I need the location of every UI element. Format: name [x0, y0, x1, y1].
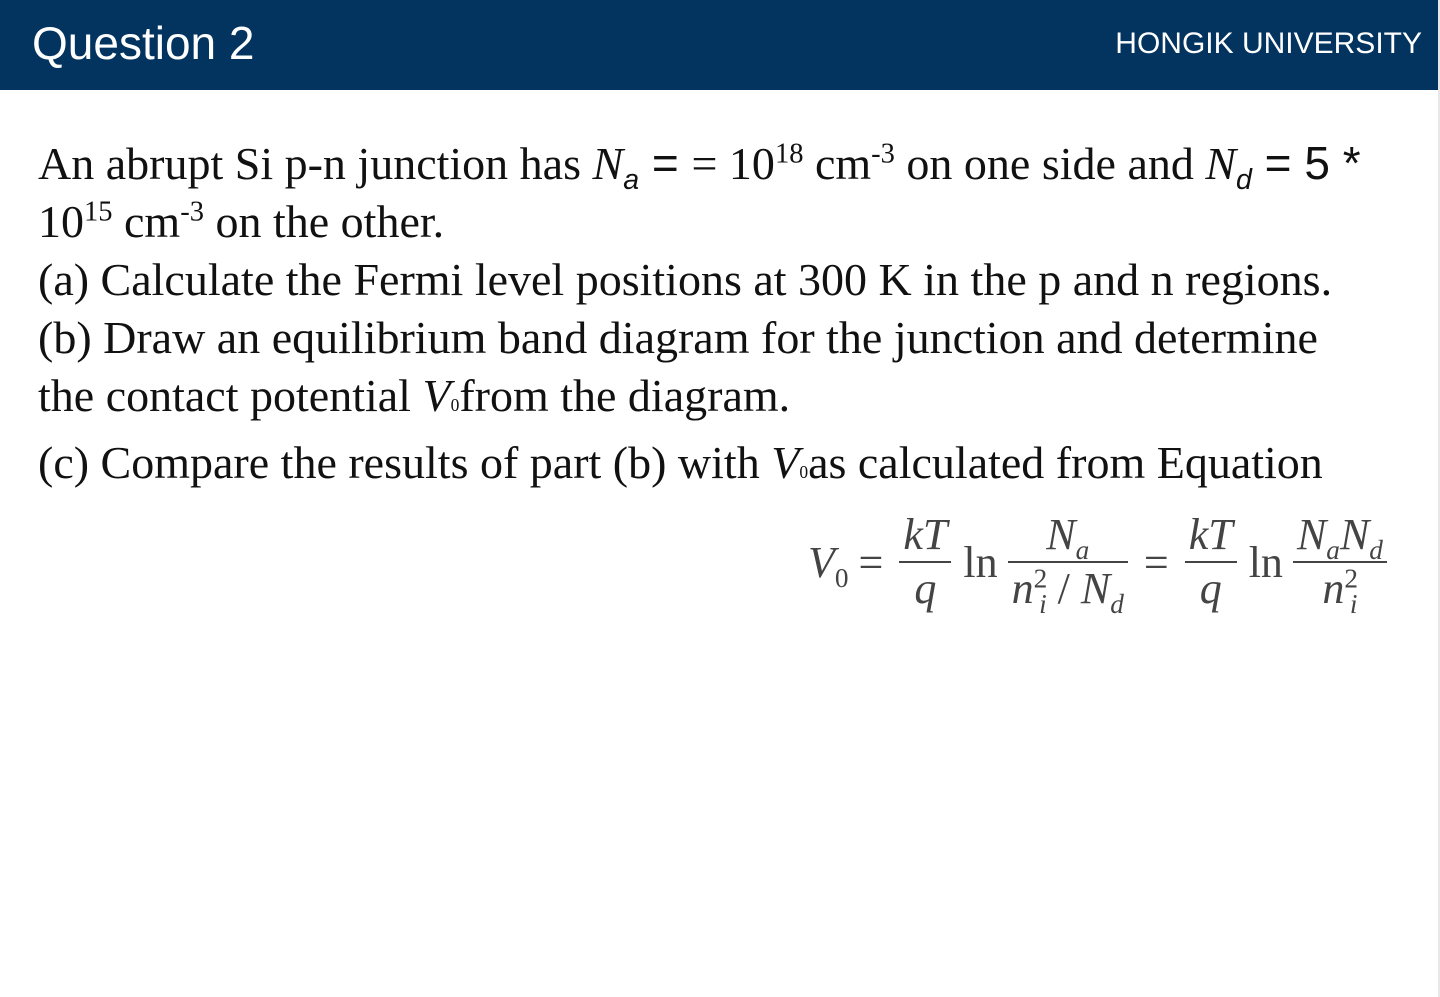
text-equation: as calculated from Equation	[808, 437, 1323, 488]
fraction-na-ni2-nd	[1008, 509, 1128, 619]
frac4-num-sub1: a	[1326, 534, 1340, 565]
ln-2: ln	[1248, 537, 1283, 587]
frac4-num-sub2: d	[1369, 534, 1383, 565]
eq-lhs-sub: 0	[834, 562, 849, 593]
frac2-den-var: n	[1011, 564, 1034, 613]
na-value	[691, 138, 803, 189]
na-equals: =	[639, 137, 692, 189]
eq-lhs-var: V	[808, 537, 835, 587]
nd-var: N	[1205, 138, 1237, 189]
frac4-den-sup: 2	[1344, 563, 1359, 594]
fraction-kt-q-1	[899, 509, 951, 615]
frac1-denominator: q	[914, 564, 937, 613]
part-c	[38, 434, 1408, 501]
text-compare: (c) Compare the results of part (b) with	[38, 437, 772, 488]
v0-subscript: 0	[450, 395, 460, 415]
nd-value: = 5 *	[1251, 137, 1361, 189]
ln-1: ln	[963, 537, 998, 587]
problem-line-1	[38, 134, 1408, 197]
fraction-nand-ni2	[1293, 509, 1387, 619]
slide-title: Question 2	[32, 17, 255, 69]
contact-potential-equation	[808, 502, 1393, 622]
na-subscript: a	[623, 164, 640, 197]
frac2-den-sub: i	[1039, 588, 1047, 619]
frac2-den-slash: /	[1046, 564, 1081, 613]
frac4-numerator	[1293, 509, 1387, 565]
na-symbol	[592, 138, 640, 197]
frac2-num-sub: a	[1075, 534, 1090, 565]
na-exponent: 18	[774, 138, 804, 170]
frac4-num-var2: N	[1339, 510, 1370, 559]
frac2-den-sup: 2	[1033, 563, 1048, 594]
nd-exponent: 15	[84, 196, 113, 228]
text-intro: An abrupt Si p-n junction has	[38, 138, 593, 189]
nd-base: 10	[38, 196, 84, 247]
text-contact-potential: the contact potential	[38, 370, 423, 421]
frac3-denominator: q	[1199, 564, 1222, 613]
eq-equals-2: =	[1143, 537, 1169, 587]
frac2-den-var2: N	[1080, 564, 1111, 613]
part-b-line-2	[38, 367, 1408, 434]
part-b-line-1: (b) Draw an equilibrium band diagram for the junction and determine	[38, 312, 1318, 363]
frac2-den-sub2: d	[1110, 588, 1124, 619]
na-var: N	[592, 138, 624, 189]
unit-cm-2: cm	[124, 196, 181, 247]
na-base: = 10	[691, 138, 775, 189]
unit-cm: cm	[803, 138, 872, 189]
text-middle: on one side and	[894, 138, 1206, 189]
unit-exponent-2: -3	[180, 196, 204, 228]
v0-subscript-2: 0	[799, 462, 809, 482]
frac2-denominator	[1008, 563, 1128, 619]
frac4-denominator	[1318, 563, 1361, 619]
frac1-numerator: kT	[903, 510, 948, 559]
eq-lhs	[808, 537, 849, 593]
organization-label: HONGIK UNIVERSITY	[1115, 27, 1422, 60]
frac4-den-sub: i	[1349, 588, 1358, 619]
fraction-kt-q-2	[1185, 509, 1237, 615]
frac2-num-var: N	[1046, 510, 1076, 559]
problem-text	[38, 134, 1408, 501]
frac4-num-var1: N	[1296, 510, 1327, 559]
text-from-diagram: from the diagram.	[459, 370, 791, 421]
frac4-den-var: n	[1322, 564, 1345, 613]
problem-line-2	[38, 193, 1408, 251]
eq-equals-1: =	[858, 537, 884, 587]
header-bar	[0, 0, 1440, 90]
nd-symbol	[1205, 138, 1252, 197]
unit-exponent: -3	[871, 138, 895, 170]
frac3-numerator: kT	[1188, 510, 1233, 559]
nd-subscript: d	[1236, 164, 1252, 197]
frac2-numerator	[1042, 509, 1093, 565]
text-other: on the other.	[215, 196, 445, 247]
v0-var-2: V	[771, 437, 800, 488]
part-a: (a) Calculate the Fermi level positions at 300 K in the p and n regions.	[38, 254, 1333, 305]
v0-var: V	[422, 370, 451, 421]
